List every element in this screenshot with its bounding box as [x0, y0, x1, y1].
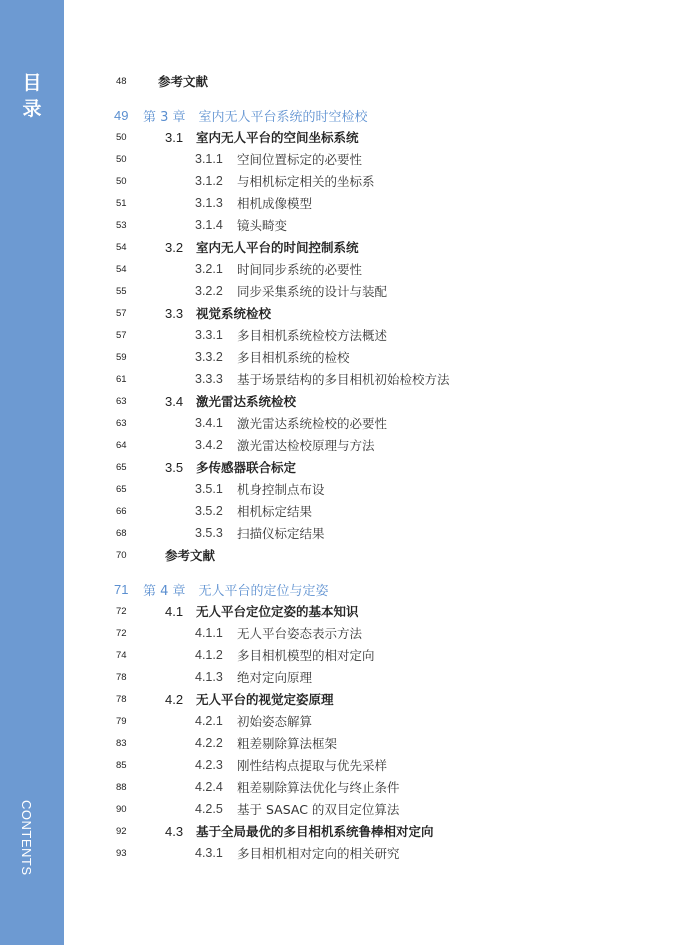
toc-page-number: 54 [116, 241, 127, 253]
toc-page-number: 65 [116, 461, 127, 473]
toc-entry-title: 基于场景结构的多目相机初始检校方法 [237, 372, 450, 387]
toc-entry-number: 3.1.4 [195, 218, 223, 232]
toc-page-number: 93 [116, 847, 127, 859]
toc-page-number: 51 [116, 197, 127, 209]
toc-page-number: 50 [116, 131, 127, 143]
toc-entry-number: 3.2.1 [195, 262, 223, 276]
toc-entry-number: 3.2.2 [195, 284, 223, 298]
toc-page-number: 70 [116, 549, 127, 561]
toc-page-number: 61 [116, 373, 127, 385]
toc-entry-number: 3.3.1 [195, 328, 223, 342]
toc-entry-title: 同步采集系统的设计与装配 [237, 284, 388, 299]
toc-page-number: 78 [116, 693, 127, 705]
toc-entry-title: 空间位置标定的必要性 [237, 152, 363, 167]
toc-page-number: 72 [116, 627, 127, 639]
toc-entry-title: 室内无人平台的时间控制系统 [196, 240, 359, 255]
toc-entry-title: 基于全局最优的多目相机系统鲁棒相对定向 [196, 824, 434, 839]
toc-entry-title: 多目相机系统检校方法概述 [237, 328, 388, 343]
toc-entry-title: 机身控制点布设 [237, 482, 325, 497]
toc-entry-title: 扫描仪标定结果 [237, 526, 325, 541]
toc-entry-number: 3.5 [165, 459, 184, 475]
toc-entry-title: 无人平台姿态表示方法 [237, 626, 363, 641]
toc-page-number: 74 [116, 649, 127, 661]
toc-page-number: 66 [116, 505, 127, 517]
toc-entry-number: 3.4 [165, 393, 184, 409]
toc-entry-title: 初始姿态解算 [237, 714, 313, 729]
toc-page-number: 63 [116, 417, 127, 429]
toc-entry-number: 4.2.1 [195, 714, 223, 728]
toc-entry-title: 激光雷达系统检校 [196, 394, 297, 409]
toc-entry-number: 3.1.3 [195, 196, 223, 210]
toc-page-number: 59 [116, 351, 127, 363]
toc-page-number: 88 [116, 781, 127, 793]
toc-entry-number: 3.4.2 [195, 438, 223, 452]
toc-entry-title: 绝对定向原理 [237, 670, 313, 685]
toc-entry-number: 4.2 [165, 691, 184, 707]
toc-entry-number: 4.2.2 [195, 736, 223, 750]
toc-entry-title: 激光雷达系统检校的必要性 [237, 416, 388, 431]
toc-entry-number: 3.3.3 [195, 372, 223, 386]
toc-page-number: 65 [116, 483, 127, 495]
toc-page-number: 68 [116, 527, 127, 539]
toc-page-number: 48 [116, 75, 127, 87]
toc-page-number: 55 [116, 285, 127, 297]
toc-page-number: 72 [116, 605, 127, 617]
toc-page-number: 90 [116, 803, 127, 815]
toc-entry-title: 基于 SASAC 的双目定位算法 [237, 802, 400, 817]
toc-entry-title: 无人平台的视觉定姿原理 [196, 692, 334, 707]
toc-page-number: 49 [114, 107, 129, 123]
toc-entry-number: 3.1.1 [195, 152, 223, 166]
toc-page-number: 78 [116, 671, 127, 683]
toc-entry-number: 3.3.2 [195, 350, 223, 364]
toc-entry-title: 粗差剔除算法框架 [237, 736, 338, 751]
toc-entry-number: 4.1.1 [195, 626, 223, 640]
toc-entry-title: 粗差剔除算法优化与终止条件 [237, 780, 400, 795]
toc-entry-number: 3.1 [165, 129, 184, 145]
toc-entry-title: 无人平台定位定姿的基本知识 [196, 604, 359, 619]
toc-entry-number: 3.4.1 [195, 416, 223, 430]
toc-page-number: 50 [116, 153, 127, 165]
toc-page-number: 92 [116, 825, 127, 837]
toc-page-number: 71 [114, 581, 129, 597]
toc-page-number: 83 [116, 737, 127, 749]
toc-entry-title: 时间同步系统的必要性 [237, 262, 363, 277]
toc-entry-number: 3.3 [165, 305, 184, 321]
toc-heading-char: 录 [22, 98, 42, 120]
toc-entry-number: 3.2 [165, 239, 184, 255]
sidebar [0, 0, 64, 945]
toc-entry-title: 视觉系统检校 [196, 306, 272, 321]
toc-entry-title: 镜头畸变 [237, 218, 288, 233]
toc-entry-number: 4.3 [165, 823, 184, 839]
toc-entry-title: 激光雷达检校原理与方法 [237, 438, 375, 453]
toc-entry-title: 参考文献 [165, 548, 216, 563]
toc-entry-title: 刚性结构点提取与优先采样 [237, 758, 388, 773]
toc-page-number: 57 [116, 307, 127, 319]
toc-entry-number: 3.1.2 [195, 174, 223, 188]
toc-entry-title: 相机标定结果 [237, 504, 313, 519]
toc-page-number: 85 [116, 759, 127, 771]
toc-heading [0, 70, 64, 122]
toc-page-number: 64 [116, 439, 127, 451]
toc-entry-number: 4.3.1 [195, 846, 223, 860]
toc-entry-number: 4.2.4 [195, 780, 223, 794]
toc-page-number: 79 [116, 715, 127, 727]
toc-page-number: 53 [116, 219, 127, 231]
toc-entry-number: 4.1.2 [195, 648, 223, 662]
toc-entry-title: 参考文献 [158, 74, 209, 89]
toc-entry-title: 室内无人平台的空间坐标系统 [196, 130, 359, 145]
toc-page-number: 54 [116, 263, 127, 275]
toc-page-number: 57 [116, 329, 127, 341]
toc-entry-title: 相机成像模型 [237, 196, 313, 211]
toc-heading-char: 目 [22, 72, 42, 94]
toc-entry-number: 4.1.3 [195, 670, 223, 684]
toc-page-number: 50 [116, 175, 127, 187]
toc-entry-title: 多目相机系统的检校 [237, 350, 350, 365]
toc-entry-number: 3.5.3 [195, 526, 223, 540]
toc-entry-title: 第 4 章 无人平台的定位与定姿 [143, 583, 329, 599]
toc-entry-number: 3.5.2 [195, 504, 223, 518]
toc-entry-number: 3.5.1 [195, 482, 223, 496]
contents-label: CONTENTS [19, 800, 34, 876]
toc-entry-number: 4.1 [165, 603, 184, 619]
toc-entry-title: 与相机标定相关的坐标系 [237, 174, 375, 189]
toc-entry-number: 4.2.3 [195, 758, 223, 772]
toc-entry-title: 多目相机相对定向的相关研究 [237, 846, 400, 861]
toc-entry-number: 4.2.5 [195, 802, 223, 816]
toc-entry-title: 第 3 章 室内无人平台系统的时空检校 [143, 109, 368, 125]
toc-page-number: 63 [116, 395, 127, 407]
toc-entry-title: 多目相机模型的相对定向 [237, 648, 375, 663]
toc-entry-title: 多传感器联合标定 [196, 460, 297, 475]
